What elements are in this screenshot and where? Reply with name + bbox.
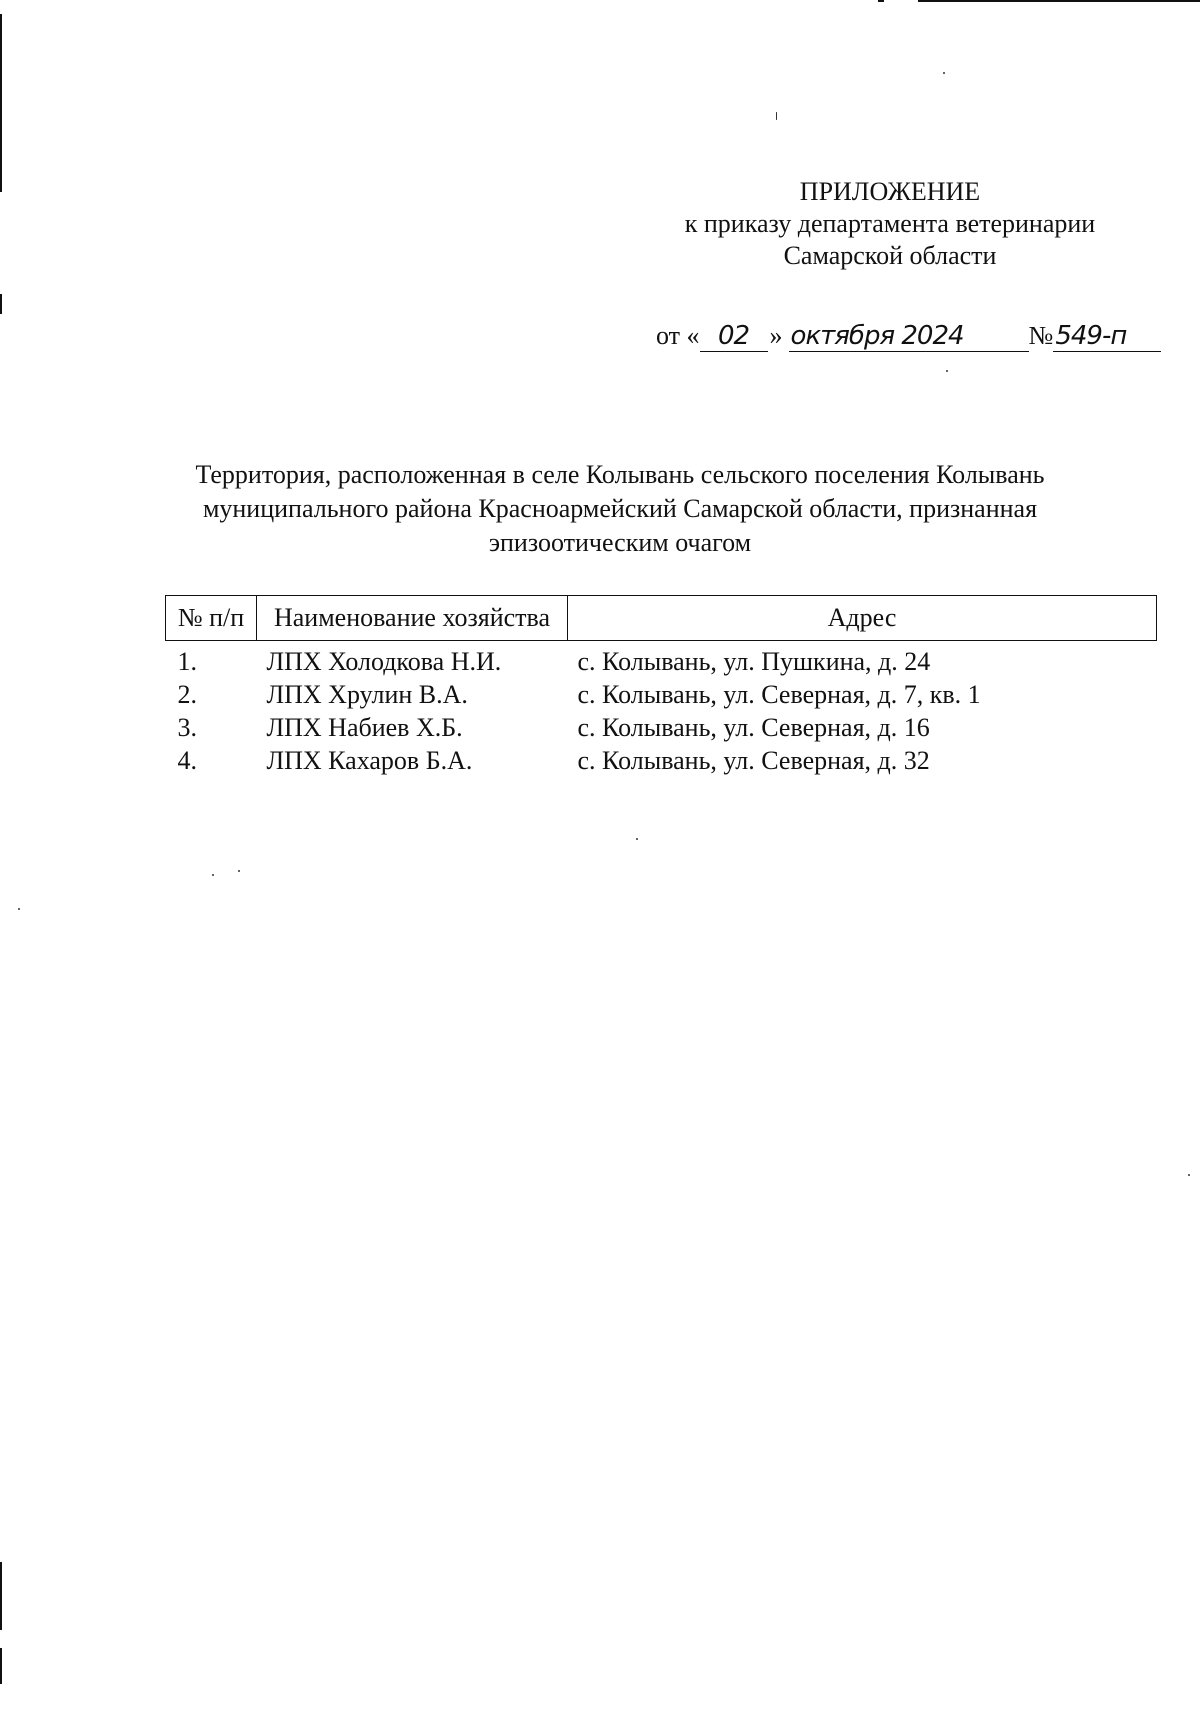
- table-row: [166, 678, 1157, 711]
- scan-edge-line: [0, 1562, 2, 1630]
- scan-speck: [776, 112, 777, 120]
- row-address: с. Колывань, ул. Пушкина, д. 24: [577, 647, 931, 676]
- row-address: с. Колывань, ул. Северная, д. 16: [577, 713, 930, 742]
- table-row: [166, 641, 1157, 679]
- document-title: [140, 458, 1100, 560]
- row-farm-name: ЛПХ Холодкова Н.И.: [266, 647, 502, 676]
- row-farm-name: ЛПХ Хрулин В.А.: [266, 680, 468, 709]
- appendix-title: ПРИЛОЖЕНИЕ: [799, 177, 981, 206]
- scan-speck: [946, 370, 948, 372]
- scan-speck: [18, 908, 20, 910]
- scan-speck: [943, 72, 945, 74]
- order-close-quote: »: [769, 321, 783, 350]
- scan-edge-mark: [878, 0, 884, 2]
- table-row: [166, 744, 1157, 777]
- farms-table-container: [165, 595, 1157, 777]
- row-number: 1.: [177, 647, 197, 676]
- order-day-handwritten: 02: [700, 321, 768, 352]
- scan-edge-line: [0, 1648, 2, 1684]
- row-address: с. Колывань, ул. Северная, д. 32: [577, 746, 930, 775]
- scan-speck: [238, 870, 240, 872]
- row-farm-name: ЛПХ Набиев Х.Б.: [266, 713, 463, 742]
- table-row: [166, 711, 1157, 744]
- row-address: с. Колывань, ул. Северная, д. 7, кв. 1: [577, 680, 981, 709]
- appendix-subtitle-line1: к приказу департамента ветеринарии: [684, 209, 1096, 238]
- column-header-number: № п/п: [166, 596, 257, 641]
- row-number: 2.: [177, 680, 197, 709]
- scan-speck: [636, 838, 638, 840]
- document-title-line2: муниципального района Красноармейский Самарской области, признанная: [202, 494, 1038, 523]
- scan-edge-line: [0, 14, 2, 192]
- column-header-farm-name: Наименование хозяйства: [257, 596, 568, 641]
- scan-edge-line: [918, 0, 1200, 2]
- column-header-address: Адрес: [568, 596, 1157, 641]
- order-number-label: №: [1028, 321, 1054, 350]
- order-prefix: от «: [656, 321, 700, 350]
- row-farm-name: ЛПХ Кахаров Б.А.: [266, 746, 473, 775]
- table-header-row: [166, 596, 1157, 641]
- order-number-handwritten: 549-п: [1053, 321, 1161, 352]
- appendix-subtitle-line2: Самарской области: [783, 241, 997, 270]
- farms-table: [165, 595, 1157, 777]
- document-title-line1: Территория, расположенная в селе Колывань сельского поселения Колывань: [195, 460, 1045, 489]
- row-number: 4.: [177, 746, 197, 775]
- order-reference: [656, 316, 1196, 360]
- scan-edge-line: [0, 294, 2, 314]
- scan-speck: [212, 874, 214, 876]
- appendix-header: [600, 176, 1180, 272]
- document-title-line3: эпизоотическим очагом: [488, 528, 752, 557]
- order-month-year-handwritten: октября 2024: [789, 321, 1029, 352]
- scan-speck: [1188, 1174, 1190, 1176]
- row-number: 3.: [177, 713, 197, 742]
